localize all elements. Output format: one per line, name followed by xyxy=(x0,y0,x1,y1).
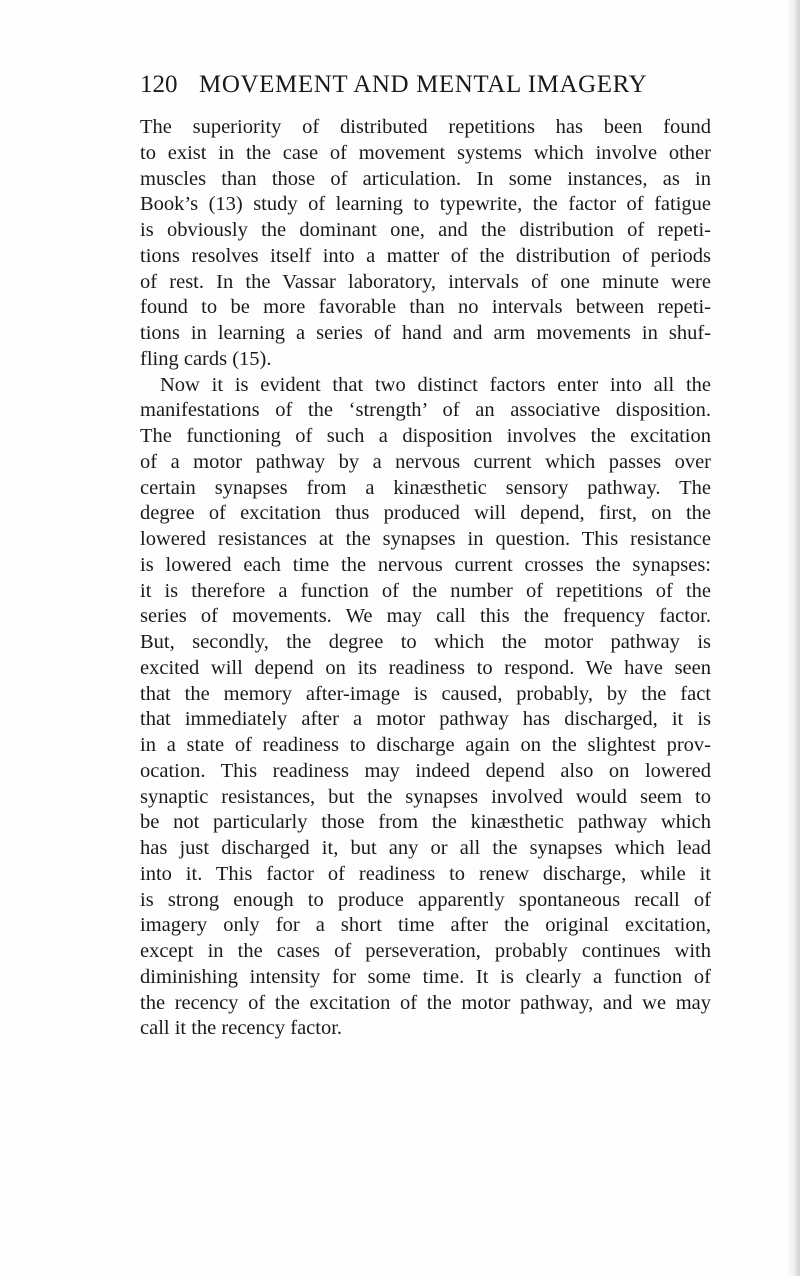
text-line: found to be more favorable than no intervals between repeti- xyxy=(140,296,711,319)
paragraph-1 xyxy=(140,115,711,373)
text-line: is obviously the dominant one, and the distribution of repeti- xyxy=(140,219,711,241)
text-line: into it. This factor of readiness to renew discharge, while it xyxy=(140,862,711,885)
text-line: be not particularly those from the kinæsthetic pathway which xyxy=(140,811,711,834)
paragraph-2 xyxy=(140,373,711,1043)
text-line: ocation. This readiness may indeed depend also on lowered xyxy=(140,759,711,782)
text-line: to exist in the case of movement systems which involve other xyxy=(140,141,711,164)
text-line: fling cards (15). xyxy=(140,347,272,370)
text-line: that immediately after a motor pathway has discharged, it is xyxy=(140,708,711,731)
text-line: of a motor pathway by a nervous current which passes over xyxy=(140,450,711,473)
running-head: MOVEMENT AND MENTAL IMAGERY xyxy=(199,71,648,98)
text-line: tions resolves itself into a matter of the distribution of periods xyxy=(140,244,711,267)
text-line: excited will depend on its readiness to respond. We have seen xyxy=(140,656,711,679)
text-line: the recency of the excitation of the motor pathway, and we may xyxy=(140,991,711,1014)
text-line: that the memory after-image is caused, probably, by the fact xyxy=(140,682,711,705)
text-line: degree of excitation thus produced will depend, first, on the xyxy=(140,502,711,525)
text-line: imagery only for a short time after the original excitation, xyxy=(140,914,711,937)
text-line: synaptic resistances, but the synapses involved would seem to xyxy=(140,785,711,808)
text-line: diminishing intensity for some time. It is clearly a function of xyxy=(140,965,711,988)
text-line: manifestations of the ‘strength’ of an associative disposition. xyxy=(140,399,711,422)
page-edge-shadow xyxy=(786,0,800,1276)
text-line: it is therefore a function of the number of repetitions of the xyxy=(140,579,711,602)
text-line: call it the recency factor. xyxy=(140,1017,343,1040)
page-header xyxy=(140,71,680,111)
text-line: The functioning of such a disposition involves the excitation xyxy=(140,425,711,447)
text-line: lowered resistances at the synapses in question. This resistance xyxy=(140,528,711,550)
page-number: 120 xyxy=(140,71,178,98)
text-line: series of movements. We may call this the frequency factor. xyxy=(140,605,711,628)
text-line: But, secondly, the degree to which the motor pathway is xyxy=(140,631,711,653)
text-line: muscles than those of articulation. In some instances, as in xyxy=(140,167,711,190)
text-line: is lowered each time the nervous current crosses the synapses: xyxy=(140,553,711,576)
text-line: is strong enough to produce apparently spontaneous recall of xyxy=(140,888,711,911)
text-line: in a state of readiness to discharge again on the slightest prov- xyxy=(140,734,711,756)
text-line: except in the cases of perseveration, probably continues with xyxy=(140,940,711,962)
text-line: of rest. In the Vassar laboratory, intervals of one minute were xyxy=(140,270,711,293)
body-text xyxy=(140,115,711,1042)
text-line: tions in learning a series of hand and arm movements in shuf- xyxy=(140,322,711,344)
text-line: has just discharged it, but any or all the synapses which lead xyxy=(140,837,711,859)
text-line: Now it is evident that two distinct factors enter into all the xyxy=(160,373,711,396)
text-line: The superiority of distributed repetitions has been found xyxy=(140,116,711,138)
text-line: certain synapses from a kinæsthetic sensory pathway. The xyxy=(140,476,711,499)
text-line: Book’s (13) study of learning to typewrite, the factor of fatigue xyxy=(140,193,711,216)
